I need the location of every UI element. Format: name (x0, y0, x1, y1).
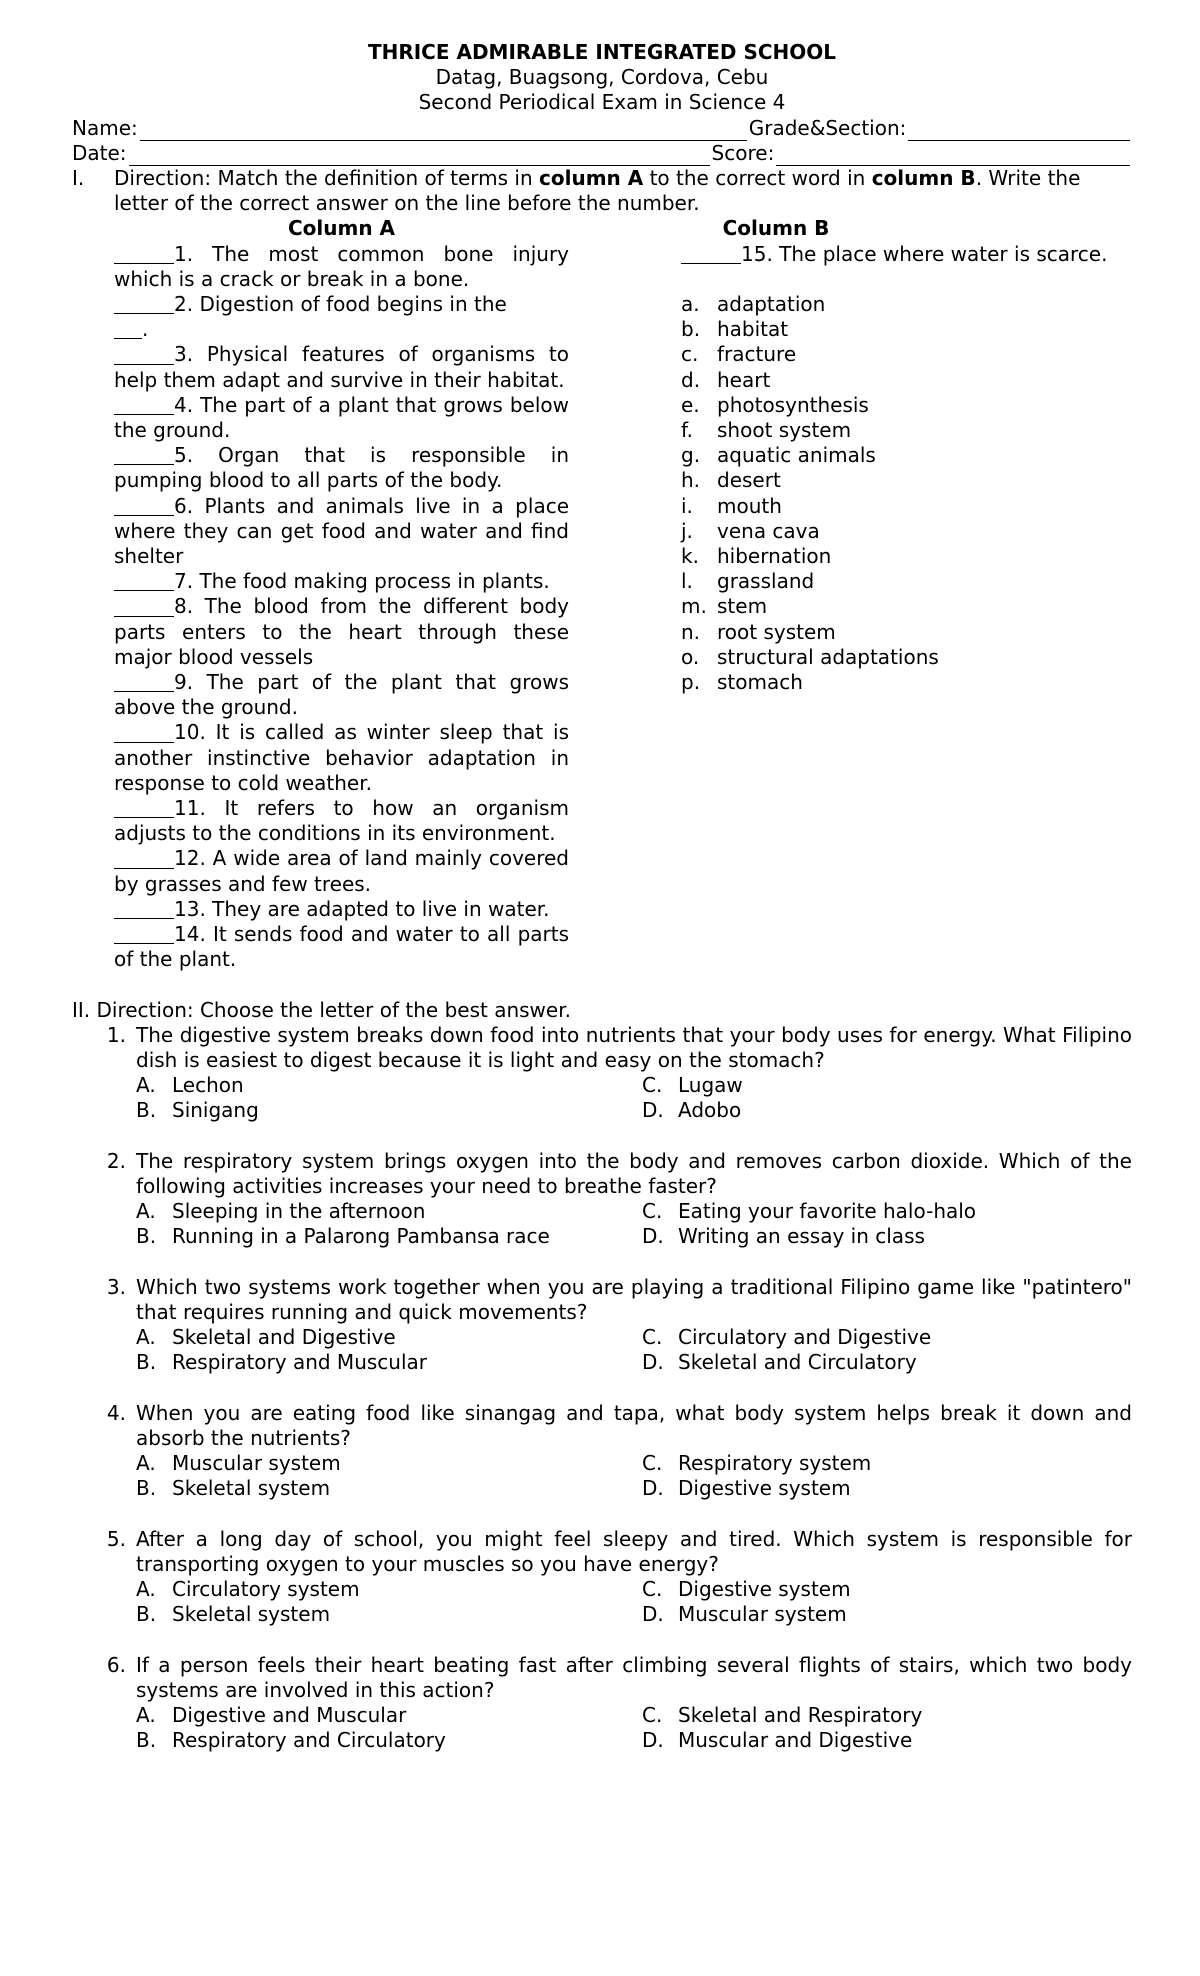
matching-item-7: 7. The food making process in plants. (114, 569, 569, 594)
answer-option[interactable] (136, 1728, 642, 1753)
matching-item-14: 14. It sends food and water to all parts of the plant. (114, 922, 569, 972)
answer-blank[interactable] (114, 924, 174, 944)
matching-item-1: 1. The most common bone injury which is a crack or break in a bone. (114, 241, 569, 291)
option-text: Skeletal system (172, 1476, 331, 1501)
option-text: Sinigang (172, 1098, 259, 1123)
answer-option[interactable] (642, 1451, 1132, 1476)
answer-option[interactable] (642, 1703, 1132, 1728)
answer-option[interactable] (136, 1577, 642, 1602)
matching-item-13: 13. They are adapted to live in water. (114, 897, 569, 922)
name-grade-row (72, 116, 1132, 141)
answer-option[interactable] (136, 1098, 642, 1123)
answer-option[interactable] (642, 1325, 1132, 1350)
choice-item (681, 519, 1132, 544)
choice-item (681, 317, 1132, 342)
score-label: Score: (711, 140, 775, 165)
choice-text: desert (717, 468, 781, 493)
school-name: THRICE ADMIRABLE INTEGRATED SCHOOL (367, 40, 837, 64)
fill-blank[interactable] (114, 319, 142, 339)
answer-options (136, 1703, 1132, 1753)
section2-direction: II. Direction: Choose the letter of the best answer. (72, 997, 571, 1022)
direction-bold-b: column B (871, 165, 976, 190)
option-text: Sleeping in the afternoon (172, 1199, 426, 1224)
choice-text: structural adaptations (717, 644, 939, 669)
answer-blank[interactable] (114, 571, 174, 591)
column-a-items (114, 242, 569, 973)
option-letter: C. (642, 1073, 663, 1098)
question-number: 6. (106, 1652, 126, 1677)
question-number: 1. (106, 1022, 126, 1047)
option-letter: B. (136, 1098, 157, 1123)
option-text: Skeletal system (172, 1602, 331, 1627)
matching-item-3: 3. Physical features of organisms to help them adapt and survive in their habitat. (114, 342, 569, 392)
column-b (681, 216, 1132, 972)
direction-text: . Write the letter of the correct answer on the line before the number. (114, 165, 1081, 216)
choice-item (681, 645, 1132, 670)
option-text: Eating your favorite halo-halo (678, 1199, 977, 1224)
option-text: Respiratory and Circulatory (172, 1728, 446, 1753)
answer-blank[interactable] (114, 899, 174, 919)
answer-blank[interactable] (114, 244, 174, 264)
matching-item-12: 12. A wide area of land mainly covered by grasses and few trees. (114, 846, 569, 896)
exam-title: Second Periodical Exam in Science 4 (418, 90, 786, 115)
option-text: Respiratory system (678, 1451, 872, 1476)
option-letter: A. (136, 1199, 156, 1224)
question-text: After a long day of school, you might feel sleepy and tired. Which system is responsible for transporting oxygen to your muscles so you have energy? (136, 1526, 1132, 1577)
answer-option[interactable] (136, 1350, 642, 1375)
option-text: Digestive system (678, 1476, 851, 1501)
answer-option[interactable] (136, 1224, 642, 1249)
option-letter: A. (136, 1451, 156, 1476)
grade-label: Grade&Section: (748, 115, 907, 140)
choice-text: stomach (717, 670, 803, 695)
exam-page (72, 40, 1132, 1779)
choice-item (681, 418, 1132, 443)
choice-letter: o. (681, 644, 700, 669)
date-score-row (72, 141, 1132, 166)
option-letter: D. (642, 1098, 664, 1123)
answer-option[interactable] (642, 1098, 1132, 1123)
matching-item-8: 8. The blood from the different body parts enters to the heart through these major blood vessels (114, 594, 569, 669)
option-text: Muscular system (678, 1602, 847, 1627)
column-b-choices (681, 292, 1132, 695)
option-letter: A. (136, 1325, 156, 1350)
choice-text: grassland (717, 569, 815, 594)
matching-item-2: 2. Digestion of food begins in the . (114, 292, 569, 342)
direction-bold-a: column A (539, 165, 644, 190)
option-letter: A. (136, 1073, 156, 1098)
choice-letter: h. (681, 468, 701, 493)
answer-option[interactable] (136, 1602, 642, 1627)
option-letter: B. (136, 1728, 157, 1753)
choice-letter: k. (681, 544, 699, 569)
option-text: Circulatory and Digestive (678, 1325, 932, 1350)
matching-item-10: 10. It is called as winter sleep that is another instinctive behavior adaptation in response to cold weather. (114, 720, 569, 795)
answer-blank[interactable] (114, 445, 174, 465)
answer-options (136, 1577, 1132, 1627)
option-letter: C. (642, 1703, 663, 1728)
choice-text: adaptation (717, 291, 826, 316)
section1-direction (72, 166, 1132, 216)
choice-text: habitat (717, 317, 789, 342)
answer-option[interactable] (136, 1703, 642, 1728)
answer-option[interactable] (136, 1199, 642, 1224)
choice-letter: f. (681, 418, 693, 442)
name-label: Name: (72, 115, 138, 140)
answer-option[interactable] (136, 1451, 642, 1476)
option-letter: A. (136, 1703, 156, 1728)
choice-item (681, 494, 1132, 519)
option-letter: B. (136, 1224, 157, 1249)
question-text: If a person feels their heart beating fast after climbing several flights of stairs, which two body systems are involved in this action? (136, 1652, 1132, 1703)
option-text: Skeletal and Digestive (172, 1325, 396, 1350)
answer-options (136, 1325, 1132, 1375)
direction-text: Direction: Match the definition of terms in (114, 165, 540, 190)
answer-option[interactable] (642, 1602, 1132, 1627)
section2 (72, 998, 1132, 1754)
option-text: Running in a Palarong Pambansa race (172, 1224, 550, 1249)
question-2 (72, 1149, 1132, 1250)
option-letter: A. (136, 1577, 156, 1602)
question-number: 2. (106, 1148, 126, 1173)
question-text: The digestive system breaks down food into nutrients that your body uses for energy. What Filipino dish is easiest to digest because it is light and easy on the stomach? (136, 1022, 1132, 1073)
choice-letter: b. (681, 317, 701, 342)
option-text: Lugaw (678, 1073, 743, 1098)
answer-option[interactable] (642, 1199, 1132, 1224)
option-letter: D. (642, 1350, 664, 1375)
choice-text: stem (717, 594, 768, 619)
option-letter: C. (642, 1451, 663, 1476)
choice-text: shoot system (717, 418, 852, 442)
answer-blank[interactable] (114, 672, 174, 692)
option-letter: B. (136, 1602, 157, 1627)
answer-option[interactable] (642, 1728, 1132, 1753)
question-6 (72, 1653, 1132, 1754)
choice-item (681, 594, 1132, 619)
answer-option[interactable] (642, 1476, 1132, 1501)
choice-letter: m. (681, 594, 707, 619)
option-letter: B. (136, 1476, 157, 1501)
choice-item (681, 468, 1132, 493)
option-text: Circulatory system (172, 1577, 360, 1602)
answer-blank[interactable] (114, 496, 174, 516)
question-list (72, 1023, 1132, 1754)
column-a (114, 216, 569, 972)
option-text: Writing an essay in class (678, 1224, 925, 1249)
option-letter: B. (136, 1350, 157, 1375)
matching-item-6: 6. Plants and animals live in a place where they can get food and water and find shelter (114, 493, 569, 569)
matching-item-15: 15. The place where water is scarce. (681, 242, 1132, 267)
choice-item (681, 443, 1132, 468)
option-text: Adobo (678, 1098, 742, 1123)
question-1 (72, 1023, 1132, 1124)
choice-text: vena cava (717, 518, 820, 543)
answer-options (136, 1451, 1132, 1501)
question-number: 3. (106, 1274, 126, 1299)
choice-letter: l. (681, 569, 693, 594)
choice-text: hibernation (717, 544, 832, 569)
answer-blank[interactable] (114, 395, 174, 415)
question-text: When you are eating food like sinangag and tapa, what body system helps break it down and absorb the nutrients? (136, 1400, 1132, 1451)
answer-options (136, 1073, 1132, 1123)
answer-option[interactable] (136, 1325, 642, 1350)
answer-option[interactable] (642, 1073, 1132, 1098)
question-3 (72, 1275, 1132, 1376)
matching-item-9: 9. The part of the plant that grows above the ground. (114, 670, 569, 720)
option-text: Respiratory and Muscular (172, 1350, 427, 1375)
question-5 (72, 1527, 1132, 1628)
date-field[interactable] (129, 146, 710, 166)
choice-item (681, 620, 1132, 645)
answer-options (136, 1199, 1132, 1249)
answer-blank[interactable] (114, 294, 174, 314)
choice-item (681, 544, 1132, 569)
choice-letter: d. (681, 367, 701, 392)
column-a-title: Column A (287, 216, 396, 241)
choice-letter: j. (681, 518, 693, 543)
question-4 (72, 1401, 1132, 1502)
choice-item (681, 368, 1132, 393)
name-field[interactable] (140, 121, 747, 141)
choice-item (681, 342, 1132, 367)
choice-letter: n. (681, 619, 701, 644)
school-address: Datag, Buagsong, Cordova, Cebu (435, 65, 769, 90)
choice-text: root system (717, 619, 836, 644)
choice-letter: c. (681, 342, 699, 367)
question-number: 5. (106, 1526, 126, 1551)
option-text: Muscular system (172, 1451, 341, 1476)
answer-option[interactable] (642, 1577, 1132, 1602)
choice-text: aquatic animals (717, 443, 876, 468)
option-text: Skeletal and Circulatory (678, 1350, 917, 1375)
question-text: Which two systems work together when you are playing a traditional Filipino game like "patintero" that requires running and quick movements? (136, 1274, 1132, 1325)
question-text: The respiratory system brings oxygen into the body and removes carbon dioxide. Which of the following activities increases your need to breathe faster? (136, 1148, 1132, 1199)
choice-text: heart (717, 367, 771, 392)
choice-letter: i. (681, 493, 693, 518)
answer-option[interactable] (642, 1350, 1132, 1375)
option-text: Digestive system (678, 1577, 851, 1602)
choice-letter: g. (681, 443, 701, 468)
answer-blank[interactable] (114, 345, 174, 365)
answer-blank[interactable] (681, 244, 741, 264)
answer-blank[interactable] (114, 849, 174, 869)
answer-option[interactable] (136, 1476, 642, 1501)
choice-text: fracture (717, 342, 797, 367)
option-text: Digestive and Muscular (172, 1703, 407, 1728)
choice-text: photosynthesis (717, 392, 869, 417)
choice-letter: a. (681, 291, 700, 316)
option-letter: C. (642, 1325, 663, 1350)
choice-letter: e. (681, 392, 700, 417)
option-text: Skeletal and Respiratory (678, 1703, 923, 1728)
direction-text: to the correct word in (643, 165, 872, 190)
option-letter: D. (642, 1476, 664, 1501)
matching-columns (114, 216, 1132, 972)
option-letter: D. (642, 1224, 664, 1249)
question-number: 4. (106, 1400, 126, 1425)
option-text: Muscular and Digestive (678, 1728, 913, 1753)
matching-item-4: 4. The part of a plant that grows below the ground. (114, 392, 569, 443)
answer-option[interactable] (136, 1073, 642, 1098)
choice-item (681, 393, 1132, 418)
section1-number: I. (72, 165, 85, 190)
answer-blank[interactable] (114, 798, 174, 818)
date-label: Date: (72, 140, 127, 165)
matching-item-11: 11. It refers to how an organism adjusts to the conditions in its environment. (114, 796, 569, 846)
answer-option[interactable] (642, 1224, 1132, 1249)
option-text: Lechon (172, 1073, 244, 1098)
choice-text: mouth (717, 493, 782, 518)
matching-item-5: 5. Organ that is responsible in pumping blood to all parts of the body. (114, 443, 569, 493)
answer-blank[interactable] (114, 723, 174, 743)
option-letter: C. (642, 1577, 663, 1602)
column-b-title: Column B (722, 216, 830, 241)
option-letter: D. (642, 1602, 664, 1627)
choice-letter: p. (681, 670, 701, 695)
choice-item (681, 670, 1132, 695)
answer-blank[interactable] (114, 597, 174, 617)
grade-section-field[interactable] (908, 121, 1130, 141)
choice-item (681, 569, 1132, 594)
choice-item (681, 292, 1132, 317)
option-letter: D. (642, 1728, 664, 1753)
option-letter: C. (642, 1199, 663, 1224)
score-field[interactable] (776, 146, 1130, 166)
